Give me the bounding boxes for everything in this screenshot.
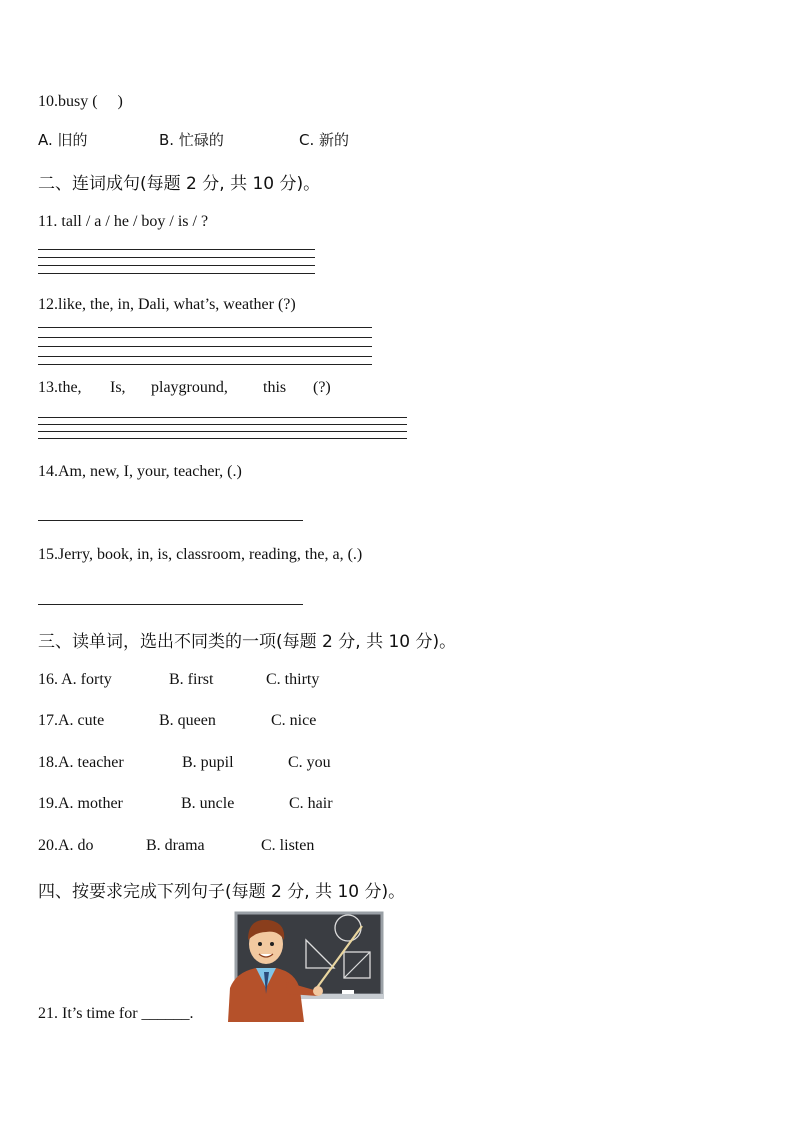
option-c: C. you (288, 754, 331, 771)
option-b: B. uncle (181, 795, 235, 812)
q13-word-4: this (263, 379, 287, 396)
q13-word-2: Is, (110, 379, 126, 396)
question-19 (38, 795, 333, 813)
section-4-title: 四、按要求完成下列句子(每题 2 分, 共 10 分)。 (38, 882, 406, 902)
option-a: 16. A. forty (38, 671, 112, 688)
answer-line (38, 257, 315, 258)
option-a: 17.A. cute (38, 712, 105, 729)
option-a: A. 旧的 (38, 131, 88, 149)
answer-line (38, 438, 407, 439)
q13-word-1: 13.the, (38, 379, 82, 396)
question-16 (38, 671, 319, 689)
option-b: B. queen (159, 712, 216, 729)
answer-line (38, 431, 407, 432)
q13-word-3: playground, (151, 379, 228, 396)
option-a: 20.A. do (38, 837, 94, 854)
question-17 (38, 712, 316, 730)
question-14: 14.Am, new, I, your, teacher, (.) (38, 463, 242, 480)
answer-line (38, 520, 303, 521)
teacher-blackboard-illustration (226, 910, 386, 1022)
answer-line (38, 346, 372, 347)
option-b: B. drama (146, 837, 205, 854)
option-b: B. first (169, 671, 214, 688)
option-c: C. nice (271, 712, 317, 729)
q13-word-5: (?) (313, 379, 331, 396)
option-c: C. thirty (266, 671, 320, 688)
question-15: 15.Jerry, book, in, is, classroom, reading, the, a, (.) (38, 546, 363, 563)
option-c: C. 新的 (299, 131, 350, 149)
question-12: 12.like, the, in, Dali, what’s, weather (?) (38, 296, 296, 313)
answer-line (38, 265, 315, 266)
option-c: C. hair (289, 795, 333, 812)
section-2-title: 二、连词成句(每题 2 分, 共 10 分)。 (38, 174, 321, 194)
answer-line (38, 417, 407, 418)
question-11: 11. tall / a / he / boy / is / ? (38, 213, 209, 230)
question-10-options (38, 129, 349, 150)
question-20 (38, 837, 314, 855)
question-10-stem: 10.busy ( ) (38, 93, 123, 110)
answer-line (38, 249, 315, 250)
option-b: B. 忙碌的 (159, 131, 224, 149)
question-18 (38, 754, 331, 772)
answer-line (38, 337, 372, 338)
answer-line (38, 604, 303, 605)
answer-line (38, 356, 372, 357)
answer-line (38, 364, 372, 365)
option-c: C. listen (261, 837, 315, 854)
question-21: 21. It’s time for ______. (38, 1005, 194, 1022)
answer-line (38, 327, 372, 328)
answer-line (38, 424, 407, 425)
answer-line (38, 273, 315, 274)
option-a: 18.A. teacher (38, 754, 124, 771)
option-b: B. pupil (182, 754, 234, 771)
section-3-title: 三、读单词，选出不同类的一项(每题 2 分, 共 10 分)。 (38, 632, 457, 652)
question-13 (38, 379, 331, 397)
chalk (342, 990, 354, 994)
option-a: 19.A. mother (38, 795, 123, 812)
